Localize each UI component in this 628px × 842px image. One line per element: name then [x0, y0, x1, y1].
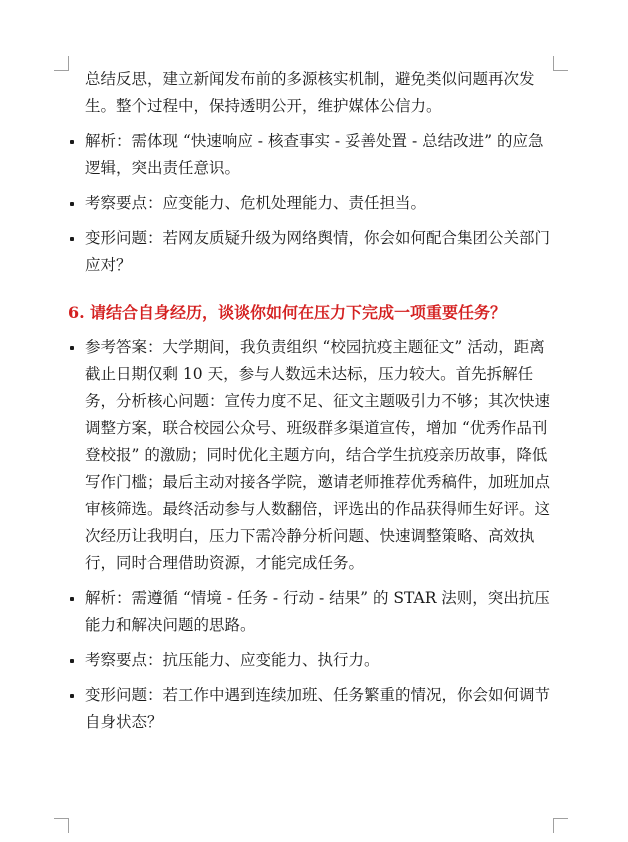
- bullet-text: 解析：需遵循 “情境 - 任务 - 行动 - 结果” 的 STAR 法则，突出抗压能力和解决问题的思路。: [85, 589, 550, 634]
- bullet-text: 参考答案：大学期间，我负责组织 “校园抗疫主题征文” 活动，距离截止日期仅剩 10 天，参与人数远未达标，压力较大。首先拆解任务，分析核心问题：宣传力度不足、征文主题吸引力不够；其次快速调整方案，联合校园公众号、班级群多渠道宣传，增加 “优秀作品刊登校报” 的激励；同时优化主题方向，结合学生抗疫亲历故事，降低写作门槛；最后主动对接各学院，邀请老师推荐优秀稿件，加班加点审核筛选。最终活动参与人数翻倍，评选出的作品获得师生好评。这次经历让我明白，压力下需冷静分析问题、快速调整策略、高效执行，同时合理借助资源，才能完成任务。: [85, 338, 551, 572]
- bullet-icon: [70, 346, 74, 350]
- list-item: [68, 682, 558, 736]
- bullet-icon: [70, 237, 74, 241]
- bullet-text: 考察要点：抗压能力、应变能力、执行力。: [85, 651, 380, 669]
- bullet-icon: [70, 694, 74, 698]
- crop-mark-bottom-right: [553, 818, 568, 833]
- list-item: [68, 585, 558, 639]
- list-item: [68, 647, 558, 674]
- continued-paragraph: 总结反思，建立新闻发布前的多源核实机制，避免类似问题再次发生。整个过程中，保持透明公开，维护媒体公信力。: [85, 70, 535, 115]
- question-heading: [68, 299, 558, 326]
- list-item: [68, 225, 558, 279]
- list-item: [68, 128, 558, 182]
- bullet-text: 变形问题：若网友质疑升级为网络舆情，你会如何配合集团公关部门应对？: [85, 229, 551, 274]
- list-item: [68, 334, 558, 577]
- bullet-icon: [70, 140, 74, 144]
- bullet-icon: [70, 659, 74, 663]
- bullet-icon: [70, 202, 74, 206]
- list-item: [68, 190, 558, 217]
- question-title: 请结合自身经历，谈谈你如何在压力下完成一项重要任务？: [90, 303, 507, 322]
- bullet-text: 变形问题：若工作中遇到连续加班、任务繁重的情况，你会如何调节自身状态？: [85, 686, 551, 731]
- crop-mark-bottom-left: [54, 818, 69, 833]
- bullet-text: 考察要点：应变能力、危机处理能力、责任担当。: [85, 194, 427, 212]
- document-body: [68, 66, 558, 736]
- crop-mark-top-left: [54, 56, 69, 71]
- bullet-icon: [70, 597, 74, 601]
- bullet-text: 解析：需体现 “快速响应 - 核查事实 - 妥善处置 - 总结改进” 的应急逻辑，突出责任意识。: [85, 132, 544, 177]
- question-number: 6.: [68, 303, 85, 322]
